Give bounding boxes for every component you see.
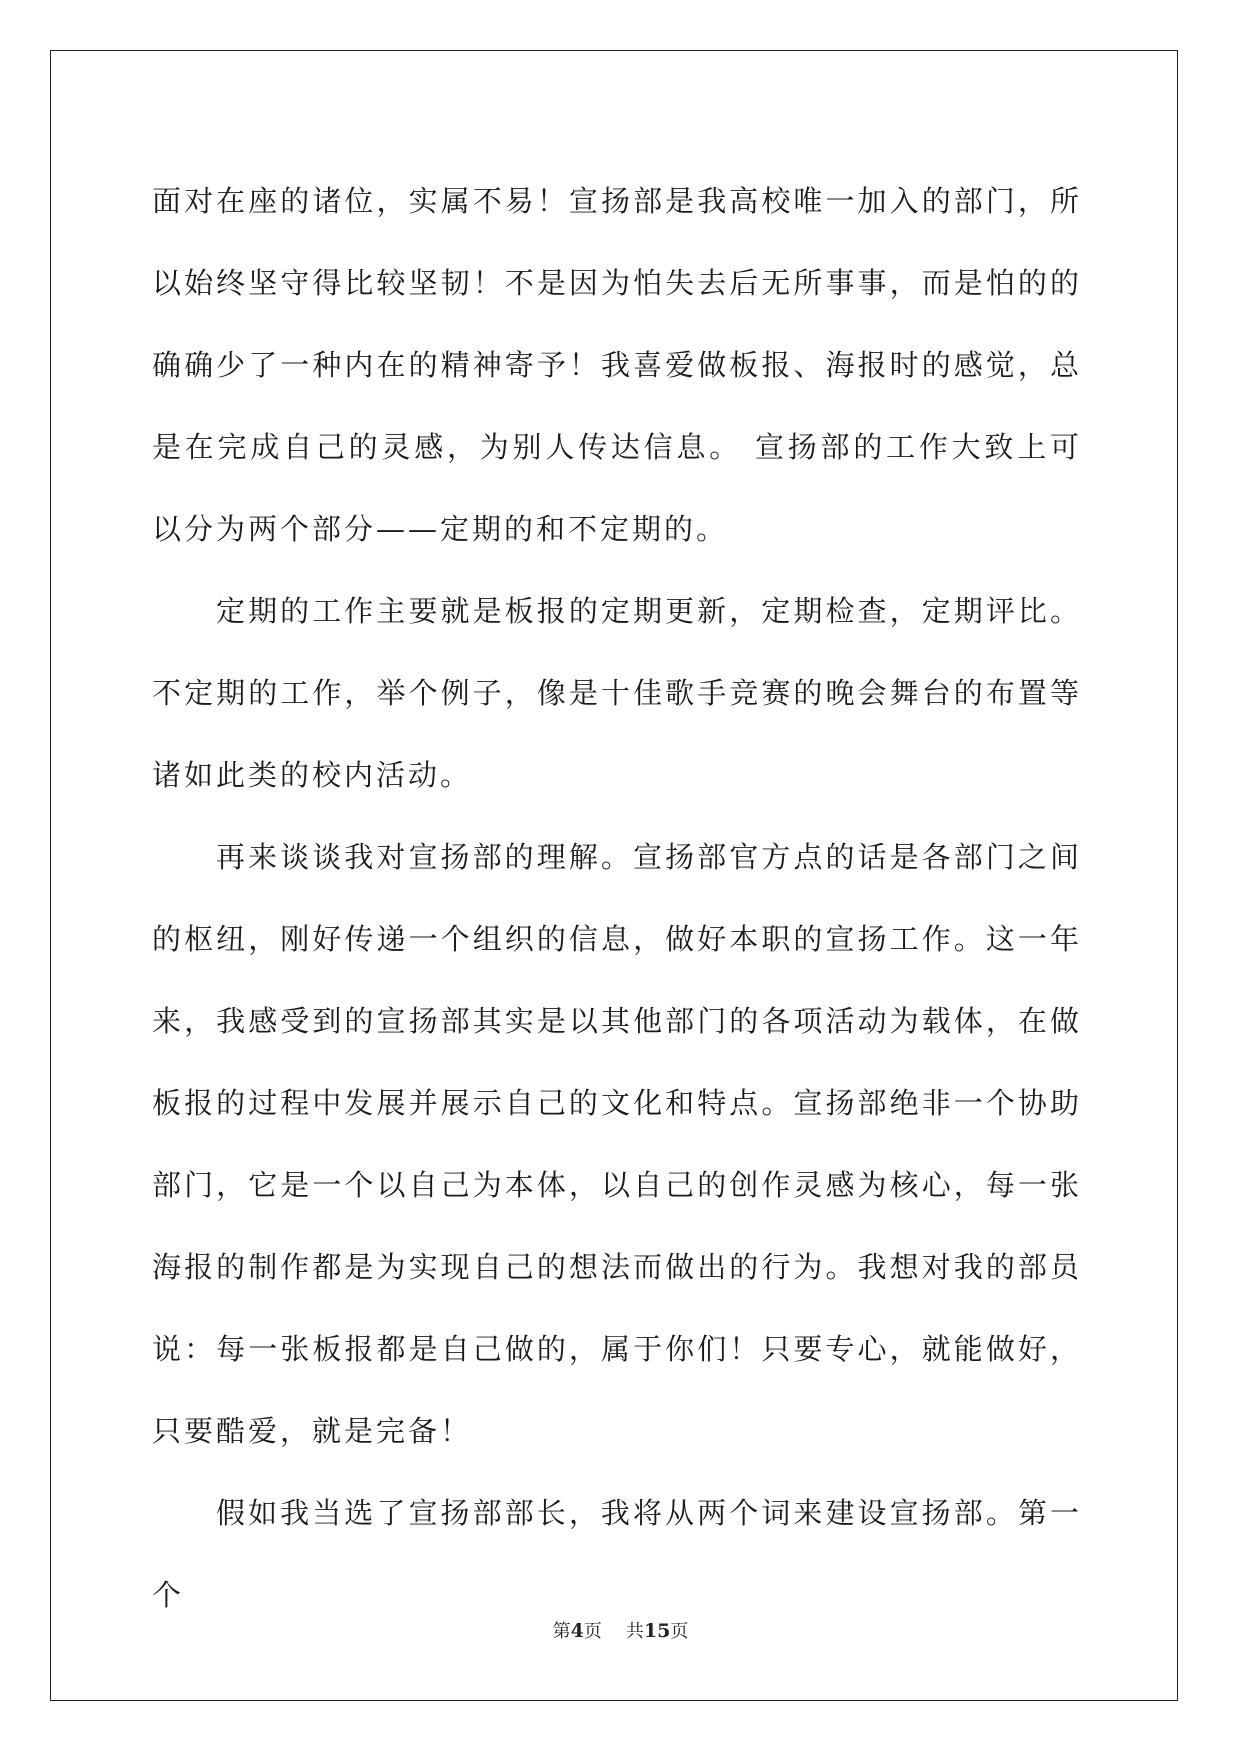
paragraph: 定期的工作主要就是板报的定期更新，定期检查，定期评比。不定期的工作，举个例子，像是十佳歌手竞赛的晚会舞台的布置等诸如此类的校内活动。: [152, 594, 1082, 792]
total-pages: 15: [643, 1620, 671, 1642]
page-number-prefix: 第: [552, 1621, 571, 1642]
paragraph: 假如我当选了宣扬部部长，我将从两个词来建设宣扬部。第一个: [152, 1496, 1082, 1612]
page-footer: [0, 1617, 1241, 1643]
paragraph: 再来谈谈我对宣扬部的理解。宣扬部官方点的话是各部门之间的枢纽，刚好传递一个组织的信息，做好本职的宣扬工作。这一年来，我感受到的宣扬部其实是以其他部门的各项活动为载体，在做板报的过程中发展并展示自己的文化和特点。宣扬部绝非一个协助部门，它是一个以自己为本体，以自己的创作灵感为核心，每一张海报的制作都是为实现自己的想法而做出的行为。我想对我的部员说：每一张板报都是自己做的，属于你们！只要专心，就能做好，只要酷爱，就是完备！: [152, 840, 1082, 1448]
paragraph: 面对在座的诸位，实属不易！宣扬部是我高校唯一加入的部门，所以始终坚守得比较坚韧！不是因为怕失去后无所事事，而是怕的的确确少了一种内在的精神寄予！我喜爱做板报、海报时的感觉，总是在完成自己的灵感，为别人传达信息。 宣扬部的工作大致上可以分为两个部分——定期的和不定期的。: [152, 184, 1082, 546]
total-pages-prefix: 共: [625, 1621, 644, 1642]
total-pages-suffix: 页: [670, 1621, 689, 1642]
document-body: [152, 160, 1082, 1636]
page-number: 4: [570, 1620, 584, 1642]
page-number-suffix: 页: [583, 1621, 602, 1642]
